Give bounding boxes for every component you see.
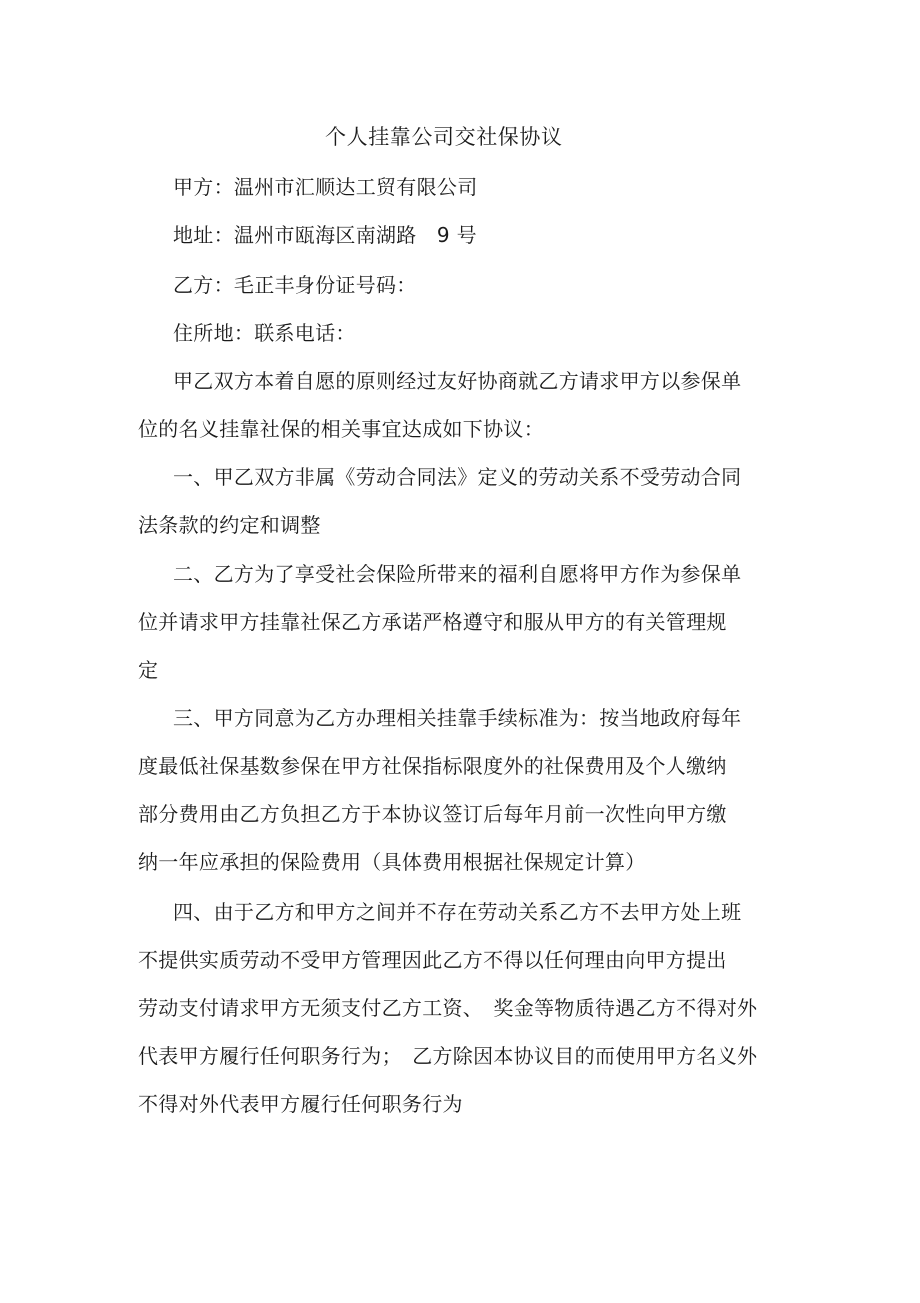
clause-3-line: 部分费用由乙方负担乙方于本协议签订后每年月前一次性向甲方缴 <box>138 802 727 826</box>
clause-2-line: 二、乙方为了享受社会保险所带来的福利自愿将甲方作为参保单 <box>173 562 742 586</box>
intro-line: 甲乙双方本着自愿的原则经过友好协商就乙方请求甲方以参保单 <box>173 369 742 393</box>
document-title: 个人挂靠公司交社保协议 <box>325 125 563 149</box>
clause-3-line: 纳一年应承担的保险费用（具体费用根据社保规定计算） <box>138 850 646 874</box>
clause-1-line: 一、甲乙双方非属《劳动合同法》定义的劳动关系不受劳动合同 <box>173 465 742 489</box>
party-a-line: 甲方：温州市汇顺达工贸有限公司 <box>173 175 478 199</box>
intro-line: 位的名义挂靠社保的相关事宜达成如下协议： <box>138 417 544 441</box>
clause-4-line: 四、由于乙方和甲方之间并不存在劳动关系乙方不去甲方处上班 <box>173 900 742 924</box>
clause-3-line: 度最低社保基数参保在甲方社保指标限度外的社保费用及个人缴纳 <box>138 754 727 778</box>
party-b-line: 乙方：毛正丰身份证号码： <box>173 273 417 297</box>
clause-3-line: 三、甲方同意为乙方办理相关挂靠手续标准为：按当地政府每年 <box>173 706 742 730</box>
clause-1-line: 法条款的约定和调整 <box>138 513 321 537</box>
clause-4-line: 代表甲方履行任何职务行为； 乙方除因本协议目的而使用甲方名义外 <box>138 1044 758 1068</box>
clause-2-line: 定 <box>138 658 159 682</box>
address-line: 地址：温州市瓯海区南湖路 9 号 <box>173 223 477 247</box>
clause-2-line: 位并请求甲方挂靠社保乙方承诺严格遵守和服从甲方的有关管理规 <box>138 610 727 634</box>
clause-4-line: 劳动支付请求甲方无须支付乙方工资、 奖金等物质待遇乙方不得对外 <box>138 996 758 1020</box>
residence-line: 住所地：联系电话： <box>173 321 356 345</box>
clause-4-line: 不提供实质劳动不受甲方管理因此乙方不得以任何理由向甲方提出 <box>138 948 727 972</box>
clause-4-line: 不得对外代表甲方履行任何职务行为 <box>138 1092 463 1116</box>
